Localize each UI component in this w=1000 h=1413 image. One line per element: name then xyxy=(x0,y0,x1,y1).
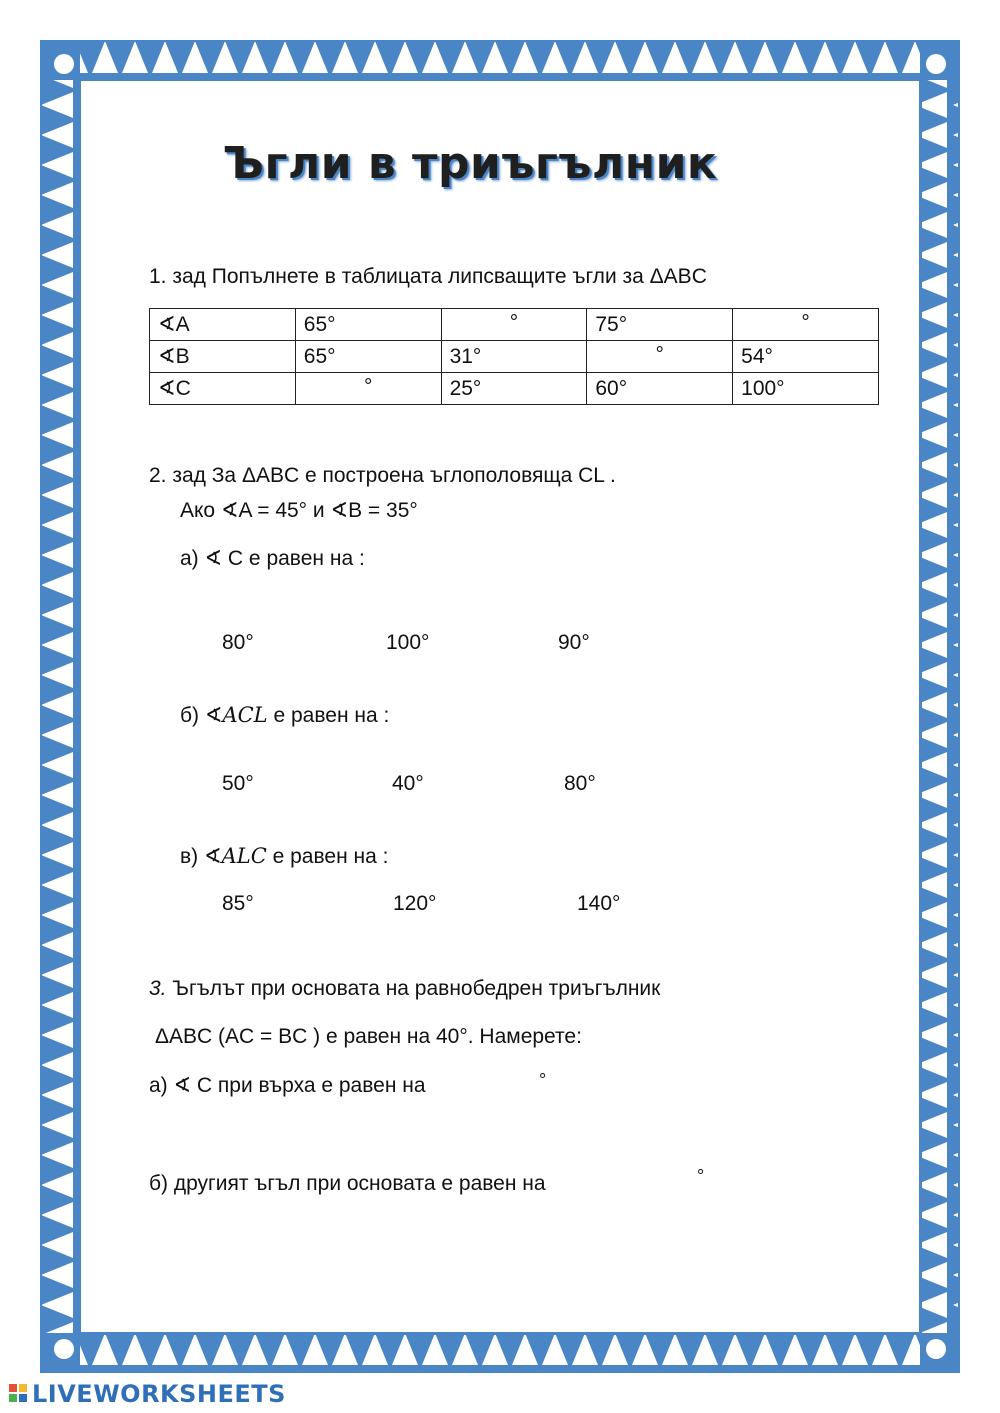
footer-brand xyxy=(8,1380,286,1408)
table-cell: 54° xyxy=(733,341,879,373)
option-c2[interactable]: 120° xyxy=(393,892,437,915)
question-b-suffix: е равен на : xyxy=(267,704,390,727)
row-label: ∢B xyxy=(150,341,296,373)
question-c-prefix: в) ∢ xyxy=(180,845,222,868)
task3-question-b: б) другият ъгъл при основата е равен на xyxy=(149,1172,546,1195)
task3-heading xyxy=(149,976,660,1002)
table-cell: 75° xyxy=(587,309,733,341)
table-row xyxy=(150,341,879,373)
task3-line2: ΔABC (AC = BC ) е равен на 40°. Намерете: xyxy=(155,1025,582,1048)
page-title: Ъгли в триъгълник xyxy=(222,138,718,189)
option-b2[interactable]: 40° xyxy=(392,772,424,795)
task3-heading-text: Ъгълът при основата на равнобедрен триъгълник xyxy=(166,977,661,1000)
table-cell: 31° xyxy=(441,341,587,373)
task2-heading: 2. зад За ΔABC е построена ъглополовяща CL . xyxy=(149,464,616,487)
task1-heading: 1. зад Попълнете в таблицата липсващите ъгли за ΔABC xyxy=(149,265,707,288)
task2-question-c xyxy=(180,843,388,870)
answer-cell[interactable]: ° xyxy=(441,309,587,341)
table-row xyxy=(150,309,879,341)
angles-table xyxy=(149,308,879,405)
task3-answer-b[interactable]: ° xyxy=(697,1166,705,1186)
brand-name: LIVEWORKSHEETS xyxy=(32,1380,286,1408)
question-b-prefix: б) ∢ xyxy=(180,704,223,727)
table-cell: 100° xyxy=(733,373,879,405)
task2-given: Ако ∢A = 45° и ∢B = 35° xyxy=(180,499,418,522)
answer-cell[interactable]: ° xyxy=(733,309,879,341)
task3-answer-a[interactable]: ° xyxy=(539,1070,547,1090)
answer-cell[interactable]: ° xyxy=(587,341,733,373)
task3-question-a: а) ∢ C при върха е равен на xyxy=(149,1074,426,1097)
row-label: ∢C xyxy=(150,373,296,405)
option-a2[interactable]: 100° xyxy=(386,631,430,654)
option-b3[interactable]: 80° xyxy=(564,772,596,795)
answer-cell[interactable]: ° xyxy=(295,373,441,405)
task3-number: 3. xyxy=(149,977,167,1000)
task2-question-b xyxy=(180,702,389,729)
table-cell: 65° xyxy=(295,309,441,341)
task2-question-a: а) ∢ C е равен на : xyxy=(180,547,365,570)
table-cell: 25° xyxy=(441,373,587,405)
option-a1[interactable]: 80° xyxy=(222,631,254,654)
question-b-math: ACL xyxy=(222,703,268,727)
table-row xyxy=(150,373,879,405)
table-cell: 60° xyxy=(587,373,733,405)
option-c3[interactable]: 140° xyxy=(577,892,621,915)
option-c1[interactable]: 85° xyxy=(222,892,254,915)
logo-icon xyxy=(8,1383,30,1405)
question-c-math: ALC xyxy=(221,844,267,868)
option-b1[interactable]: 50° xyxy=(222,772,254,795)
question-c-suffix: е равен на : xyxy=(266,845,389,868)
table-cell: 65° xyxy=(295,341,441,373)
row-label: ∢A xyxy=(150,309,296,341)
option-a3[interactable]: 90° xyxy=(558,631,590,654)
